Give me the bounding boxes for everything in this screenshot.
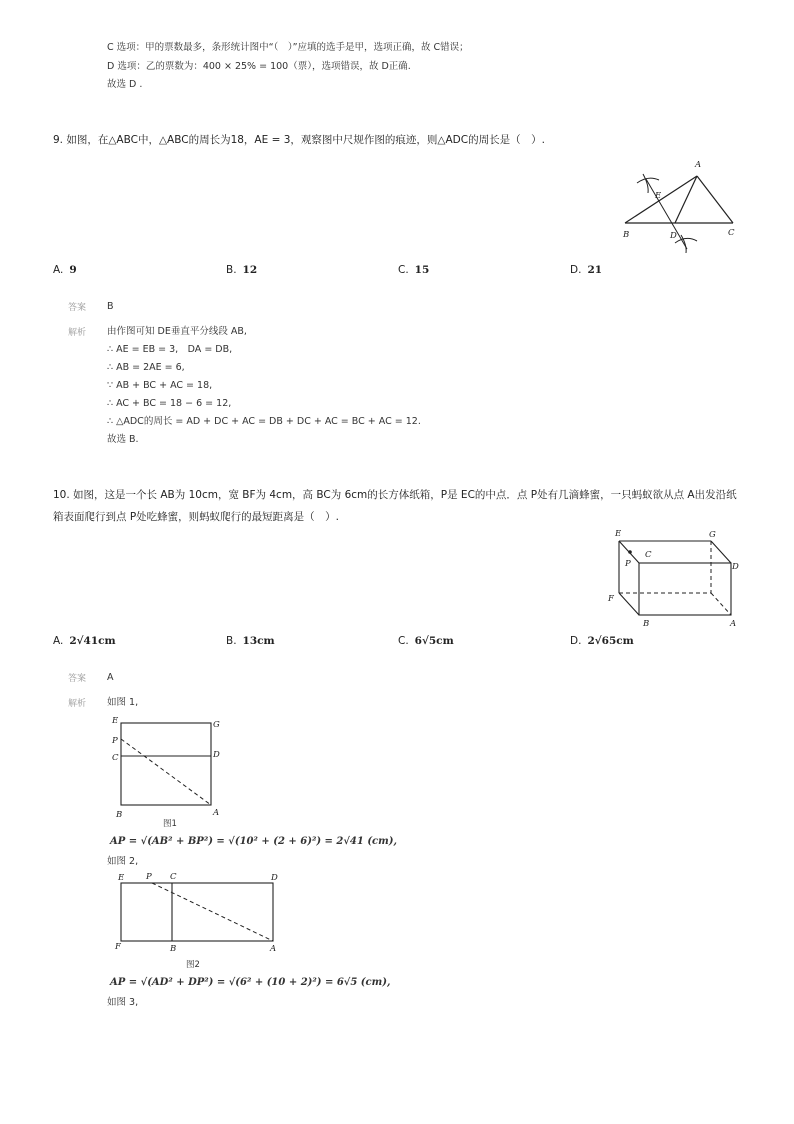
q10-fig2-formula: AP = √(AD² + DP²) = √(6² + (10 + 2)²) = 6√5 (cm), <box>110 977 391 988</box>
option-value: 12 <box>242 264 258 276</box>
fig2-label-d: D <box>271 873 278 883</box>
q10-label-e: E <box>615 529 622 539</box>
q10-answer: A <box>107 672 114 683</box>
option-value: 2√41cm <box>69 635 116 647</box>
q9-triangle-figure <box>615 155 745 257</box>
q10-analysis-label: 解析 <box>68 699 87 709</box>
option-letter: D. <box>570 264 582 276</box>
fig2-label-e: E <box>118 873 125 883</box>
fig1-label-b: B <box>116 810 123 820</box>
q10-label-a: A <box>730 619 737 629</box>
option-letter: B. <box>226 264 237 276</box>
fig1-label-e: E <box>112 716 119 726</box>
q10-figure-1 <box>108 712 228 824</box>
q9-analysis-line-4: ∵ AB + BC + AC = 18, <box>107 380 213 391</box>
q10-fig1-intro: 如图 1, <box>107 697 139 708</box>
q10-label-p: P <box>625 559 631 569</box>
q10-fig1-caption: 图1 <box>163 819 177 829</box>
q10-option-d[interactable] <box>570 635 634 647</box>
q9-analysis-line-6: ∴ △ADC的周长 = AD + DC + AC = DB + DC + AC = BC + AC = 12. <box>107 416 421 427</box>
q10-fig2-caption: 图2 <box>186 960 200 970</box>
q9-label-b: B <box>623 230 630 240</box>
fig2-label-p: P <box>146 872 152 882</box>
q9-answer-label: 答案 <box>68 303 87 313</box>
fig2-label-f: F <box>115 942 121 952</box>
option-letter: C. <box>398 264 409 276</box>
q10-answer-label: 答案 <box>68 674 87 684</box>
q9-answer: B <box>107 301 114 312</box>
q9-analysis-line-2: ∴ AE = EB = 3, DA = DB, <box>107 344 233 355</box>
option-letter: D. <box>570 635 582 647</box>
fig1-label-p: P <box>112 736 118 746</box>
q10-stem-line-2: 箱表面爬行到点 P处吃蜂蜜，则蚂蚁爬行的最短距离是（ ）. <box>53 511 340 523</box>
q9-option-a[interactable] <box>53 264 77 276</box>
q10-box-figure <box>603 527 748 631</box>
option-value: 6√5cm <box>414 635 454 647</box>
option-letter: C. <box>398 635 409 647</box>
option-letter: B. <box>226 635 237 647</box>
q9-label-a: A <box>695 160 702 170</box>
option-value: 21 <box>587 264 603 276</box>
fig2-label-a: A <box>270 944 277 954</box>
option-value: 2√65cm <box>587 635 634 647</box>
q9-label-c: C <box>728 228 735 238</box>
q9-label-e: E <box>655 191 662 201</box>
q10-option-c[interactable] <box>398 635 454 647</box>
option-letter: A. <box>53 635 64 647</box>
q9-analysis-label: 解析 <box>68 328 87 338</box>
option-value: 13cm <box>242 635 275 647</box>
q9-analysis-line-1: 由作图可知 DE垂直平分线段 AB, <box>107 326 247 337</box>
q10-label-b: B <box>643 619 650 629</box>
option-value: 15 <box>414 264 430 276</box>
q9-label-d: D <box>670 231 677 241</box>
q10-stem-line-1: 10. 如图，这是一个长 AB为 10cm，宽 BF为 4cm，高 BC为 6cm的长方体纸箱，P是 EC的中点．点 P处有几滴蜂蜜，一只蚂蚁欲从点 A出发沿纸 <box>53 489 737 501</box>
option-value: 9 <box>69 264 77 276</box>
q9-option-b[interactable] <box>226 264 257 276</box>
option-letter: A. <box>53 264 64 276</box>
fig1-label-d: D <box>213 750 220 760</box>
q10-fig2-intro: 如图 2, <box>107 856 139 867</box>
fig1-label-a: A <box>213 808 220 818</box>
q10-option-a[interactable] <box>53 635 116 647</box>
prev-option-d-line: D 选项：乙的票数为：400 × 25% = 100（票），选项错误，故 D正确. <box>107 61 411 72</box>
q10-label-g: G <box>709 530 716 540</box>
prev-option-c-line: C 选项：甲的票数最多，条形统计图中“（ ）”应填的选手是甲，选项正确，故 C错误； <box>107 42 469 53</box>
q10-label-f: F <box>608 594 614 604</box>
fig2-label-c: C <box>170 872 177 882</box>
q10-label-d: D <box>732 562 739 572</box>
prev-conclusion: 故选 D . <box>107 79 143 90</box>
q10-figure-2 <box>112 869 287 955</box>
q9-option-c[interactable] <box>398 264 429 276</box>
q9-analysis-line-5: ∴ AC + BC = 18 − 6 = 12, <box>107 398 232 409</box>
q10-fig3-intro: 如图 3, <box>107 997 139 1008</box>
fig1-label-c: C <box>112 753 119 763</box>
q10-label-c: C <box>645 550 652 560</box>
q9-analysis-line-7: 故选 B. <box>107 434 139 445</box>
q9-option-d[interactable] <box>570 264 602 276</box>
q10-fig1-formula: AP = √(AB² + BP²) = √(10² + (2 + 6)²) = 2√41 (cm), <box>110 836 397 847</box>
fig1-label-g: G <box>213 720 220 730</box>
q10-option-b[interactable] <box>226 635 275 647</box>
q9-stem: 9. 如图，在△ABC中，△ABC的周长为18，AE = 3，观察图中尺规作图的痕迹，则△ADC的周长是（ ）. <box>53 134 545 146</box>
q9-analysis-line-3: ∴ AB = 2AE = 6, <box>107 362 185 373</box>
fig2-label-b: B <box>170 944 177 954</box>
